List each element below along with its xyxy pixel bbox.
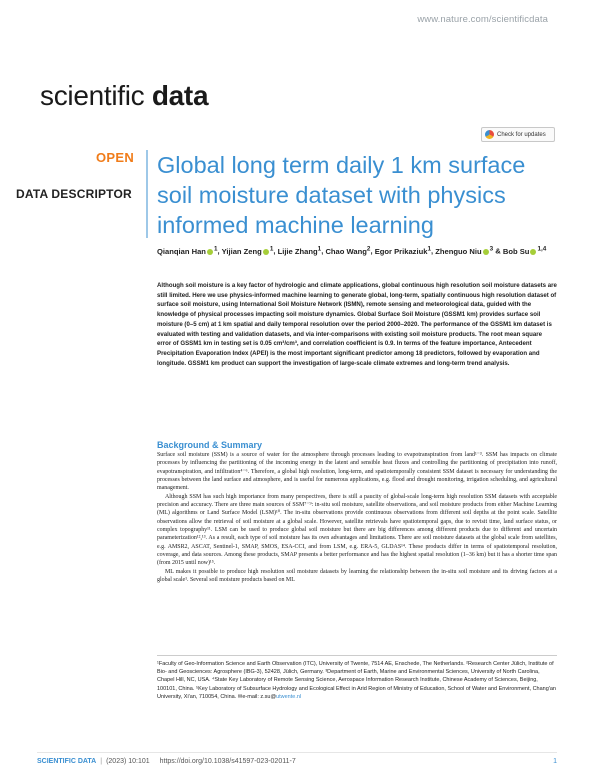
title-divider — [146, 150, 148, 238]
footer-doi[interactable]: https://doi.org/10.1038/s41597-023-02011-7 — [159, 758, 296, 765]
author-name: Zhenguo Niu — [435, 246, 482, 256]
check-updates-icon — [485, 130, 494, 139]
article-title: Global long term daily 1 km surface soil moisture dataset with physics informed machine learning — [157, 152, 526, 238]
affiliations-divider — [157, 655, 557, 656]
footer-journal: SCIENTIFIC DATA — [37, 758, 97, 765]
affiliations-text: ¹Faculty of Geo-Information Science and Earth Observation (ITC), University of Twente, 7514 AE, Enschede, The Netherlands. ²Research Center Jülich, Institute of Bio- and Geosciences: Agrosphere (IBG-3), 52428, Jülich, Germany. ³Department of Earth, Marine and Environmental Sciences, University of North Carolina, Chapel Hill, NC, USA. ⁴State Key Laboratory of Remote Sensing Science, Aerospace Information Research Institute, Chinese Academy of Sciences, Beijing, 100101, China. ⁵Key Laboratory of Subsurface Hydrology and Ecological Effect in Arid Region of Ministry of Education, School of Water and Environment, Chang'an University, Xi'an, 710054, China. ✉e-mail: z.su@ — [157, 661, 556, 700]
author-affiliation-sup: 1 — [427, 245, 431, 252]
author-name: Qianqian Han — [157, 246, 206, 256]
body-paragraph: Surface soil moisture (SSM) is a source of water for the atmosphere through processes leading to evapotranspiration from land¹⁻³. SSM has impacts on climate processes by influencing the partitioning of the incoming energy in the latent and sensible heat fluxes and controlling the partitioning of precipitation into runoff, evapotranspiration, and infiltration⁴⁻⁶. Therefore, a global high resolution, long-term, and spatiotemporally consistent SSM dataset is necessary for understanding the processes between the land surface and atmosphere, and is useful for numerous applications, e.g. flood and drought monitoring, irrigation scheduling, and agricultural management. — [157, 452, 557, 492]
body-paragraph: Although SSM has such high importance from many perspectives, there is still a paucity of global-scale long-term high resolution SSM datasets with acceptable precision and accuracy. There are three main sources of SSM⁷⁻⁹: in-situ soil moisture, satellite observations, and soil moisture products from either Machine Learning (ML) algorithms or Land Surface Model (LSM)¹⁰. The in-situ observations provide continuous observations from different soil depths at the point scale. Satellite observations allow the retrieval of soil moisture at a global scale. However, satellite retrievals have spatiotemporal gaps, due to revisit time, land surface status, or complex topography¹¹. LSM can be used to produce global soil moisture but there are big differences among different products due to different and uncertain parameterization¹²,¹³. As a result, each type of soil moisture has its own advantages and limitations. There are soil moisture datasets at the global scale from satellites, e.g. AMSR2, ASCAT, Sentinel-1, SMAP, SMOS, ESA-CCI, and from LSM, e.g. ERA-5, GLDAS¹⁴. These products differ in terms of spatiotemporal resolution, coverage, and data sources. Among these products, SMAP presents a better performance and has the highest spatial resolution (1–36 km) but it has a shorter time span (from 2015 until now)¹⁵. — [157, 493, 557, 567]
author-name: Bob Su — [502, 246, 530, 256]
author-name: Chao Wang — [325, 246, 367, 256]
footer-separator — [154, 758, 156, 765]
brand-light: scientific — [40, 80, 145, 111]
author-affiliation-sup: 1 — [269, 245, 274, 252]
abstract: Although soil moisture is a key factor of hydrologic and climate applications, global continuous high resolution soil moisture datasets are still limited. Here we use physics-informed machine learning to generate global, long-term, spatially continuous high resolution dataset of surface soil moisture, using International Soil Moisture Network (ISMN), remote sensing and meteorological data, guided with the knowledge of physical processes impacting soil moisture dynamics. Global Surface Soil Moisture (GSSM1 km) provides surface soil moisture (0–5 cm) at 1 km spatial and daily temporal resolution over the period 2000–2020. The performance of the GSSM1 km dataset is evaluated with testing and validation datasets, and via inter-comparisons with existing soil moisture products. The root mean square error of GSSM1 km in testing set is 0.05 cm³/cm³, and correlation coefficient is 0.9. In terms of the feature importance, Antecedent Precipitation Evaporation Index (APEI) is the most important significant predictor among 18 predictors, followed by evaporation and longitude. GSSM1 km product can support the investigation of large-scale climate extremes and long-term trend analysis. — [157, 282, 557, 367]
page-number: 1 — [553, 758, 557, 765]
body-paragraph: ML makes it possible to produce high resolution soil moisture datasets by learning the relationship between the in-situ soil moisture and its driving factors at a global scale¹. Several soil moisture products based on ML — [157, 568, 557, 584]
section-heading: Background & Summary — [157, 440, 263, 450]
author-affiliation-sup: 2 — [366, 245, 371, 252]
check-updates-label: Check for updates — [497, 131, 546, 138]
author[interactable] — [157, 247, 217, 256]
author-name: Egor Prikaziuk — [374, 246, 428, 256]
orcid-icon[interactable] — [483, 249, 489, 255]
author[interactable] — [278, 247, 322, 256]
open-access-label: OPEN — [96, 150, 135, 165]
footer-citation: (2023) 10:101 — [106, 758, 150, 765]
email-link[interactable]: utwente.nl — [276, 693, 302, 700]
author-name: Lijie Zhang — [277, 246, 318, 256]
page-footer — [37, 758, 557, 765]
journal-url[interactable]: www.nature.com/scientificdata — [417, 14, 548, 25]
check-updates-button[interactable] — [481, 127, 555, 142]
orcid-icon[interactable] — [207, 249, 213, 255]
author[interactable] — [435, 247, 493, 256]
author[interactable] — [375, 247, 431, 256]
footer-divider — [37, 752, 557, 753]
footer-separator: | — [100, 758, 103, 765]
affiliations — [157, 660, 557, 701]
journal-brand — [40, 80, 208, 112]
article-type-label: DATA DESCRIPTOR — [16, 187, 132, 201]
brand-bold: data — [151, 80, 209, 111]
author-affiliation-sup: 3 — [489, 245, 494, 252]
author-affiliation-sup: 1 — [317, 245, 322, 252]
orcid-icon[interactable] — [530, 249, 536, 255]
author-affiliation-sup: 1,4 — [537, 245, 547, 252]
author-affiliation-sup: 1 — [213, 245, 218, 252]
author-list: Qianqian Han $^1$, Yijian Zeng $^1$, Lijie Zhang$^1$, Chao Wang$^2$, Egor Prikaziuk$^1$, Zhenguo Niu $^3$ & Bob Su $^{1,4}$ — [157, 245, 547, 256]
author[interactable] — [325, 247, 370, 256]
author[interactable] — [222, 247, 274, 256]
body-text — [157, 451, 557, 585]
author[interactable] — [503, 247, 546, 256]
orcid-icon[interactable] — [263, 249, 269, 255]
author-name: Yijian Zeng — [221, 246, 262, 256]
